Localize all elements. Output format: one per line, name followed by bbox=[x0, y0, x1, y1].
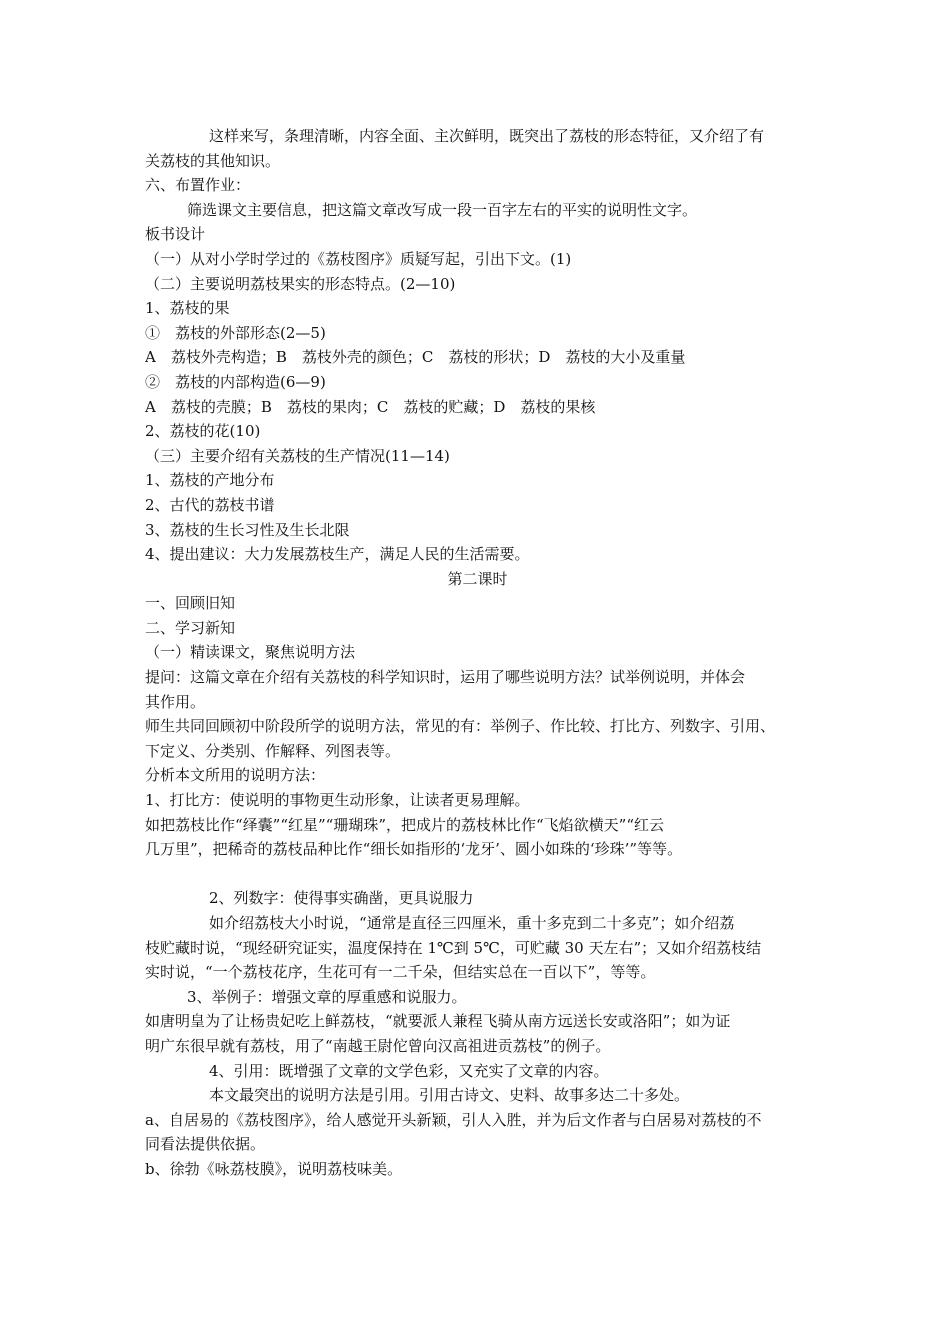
outline-item: A 荔枝外壳构造；B 荔枝外壳的颜色；C 荔枝的形状；D 荔枝的大小及重量 bbox=[145, 348, 686, 367]
paragraph-line: 如把荔枝比作“绎囊”“红星”“珊瑚珠”，把成片的荔枝林比作“飞焰欲横天”“红云 bbox=[145, 815, 665, 834]
outline-item: ② 荔枝的内部构造(6—9) bbox=[145, 372, 326, 391]
lesson-title: 第二课时 bbox=[447, 569, 508, 588]
paragraph-line: 师生共同回顾初中阶段所学的说明方法，常见的有：举例子、作比较、打比方、列数字、引用、 bbox=[145, 717, 776, 736]
blank-line bbox=[145, 862, 810, 887]
outline-item: ① 荔枝的外部形态(2—5) bbox=[145, 323, 326, 342]
section-heading: 一、回顾旧知 bbox=[145, 594, 236, 613]
paragraph-line: b、徐勃《咏荔枝膜》，说明荔枝味美。 bbox=[145, 1159, 403, 1178]
outline-item: 2、古代的荔枝书谱 bbox=[145, 495, 275, 514]
paragraph-line: 这样来写，条理清晰，内容全面、主次鲜明，既突出了荔枝的形态特征，又介绍了有 bbox=[209, 127, 765, 145]
paragraph-line: 实时说，“一个荔枝花序，生花可有一二千朵，但结实总在一百以下”，等等。 bbox=[145, 963, 656, 982]
section-heading: 二、学习新知 bbox=[145, 618, 236, 637]
document-page bbox=[145, 124, 810, 1182]
paragraph-line: 几万里”，把稀奇的荔枝品种比作“细长如指形的‘龙牙’、圆小如珠的‘珍珠’”等等。 bbox=[145, 840, 683, 859]
section-heading: 板书设计 bbox=[145, 225, 206, 244]
outline-item: 1、荔枝的果 bbox=[145, 299, 230, 318]
outline-item: 4、提出建议：大力发展荔枝生产，满足人民的生活需要。 bbox=[145, 545, 530, 564]
paragraph-line: a、自居易的《荔枝图序》，给人感觉开头新颖，引人入胜，并为后文作者与白居易对荔枝的不 bbox=[145, 1110, 762, 1129]
paragraph-line: 2、列数字：使得事实确凿，更具说服力 bbox=[209, 889, 474, 908]
paragraph-line: 同看法提供依据。 bbox=[145, 1135, 266, 1154]
outline-item: （一）从对小学时学过的《荔枝图序》质疑写起，引出下文。(1) bbox=[145, 249, 572, 268]
subsection-heading: （一）精读课文，聚焦说明方法 bbox=[145, 643, 356, 662]
paragraph-line: 下定义、分类别、作解释、列图表等。 bbox=[145, 741, 401, 760]
outline-item: （三）主要介绍有关荔枝的生产情况(11—14) bbox=[145, 446, 450, 465]
paragraph-line: 提问：这篇文章在介绍有关荔枝的科学知识时，运用了哪些说明方法？试举例说明，并体会 bbox=[145, 668, 746, 687]
paragraph-line: 其作用。 bbox=[145, 692, 206, 711]
paragraph-line: 如唐明皇为了让杨贵妃吃上鲜荔枝，“就要派人兼程飞骑从南方远送长安或洛阳”；如为证 bbox=[145, 1012, 731, 1031]
paragraph-line: 明广东很早就有荔枝，用了“南越王尉佗曾向汉高祖进贡荔枝”的例子。 bbox=[145, 1036, 611, 1055]
paragraph-line: 4、引用：既增强了文章的文学色彩，又充实了文章的内容。 bbox=[209, 1061, 609, 1080]
outline-item: A 荔枝的壳膜；B 荔枝的果肉；C 荔枝的贮藏；D 荔枝的果核 bbox=[145, 397, 596, 416]
paragraph-line: 1、打比方：使说明的事物更生动形象，让读者更易理解。 bbox=[145, 791, 530, 810]
paragraph-line: 3、举例子：增强文章的厚重感和说服力。 bbox=[187, 987, 467, 1006]
outline-item: 2、荔枝的花(10) bbox=[145, 422, 261, 441]
outline-item: 1、荔枝的产地分布 bbox=[145, 471, 275, 490]
paragraph-line: 本文最突出的说明方法是引用。引用古诗文、史料、故事多达二十多处。 bbox=[209, 1086, 690, 1105]
outline-item: 3、荔枝的生长习性及生长北限 bbox=[145, 520, 350, 539]
paragraph-line: 如介绍荔枝大小时说，“通常是直径三四厘米，重十多克到二十多克”；如介绍荔 bbox=[209, 914, 735, 932]
paragraph-line: 分析本文所用的说明方法： bbox=[145, 766, 326, 785]
paragraph-line: 关荔枝的其他知识。 bbox=[145, 151, 281, 170]
paragraph-line: 枝贮藏时说，“现经研究证实，温度保持在 1℃到 5℃，可贮藏 30 天左右”；又如介绍荔枝结 bbox=[145, 938, 762, 957]
paragraph-line: 筛选课文主要信息，把这篇文章改写成一段一百字左右的平实的说明性文字。 bbox=[187, 200, 698, 219]
section-heading: 六、布置作业： bbox=[145, 176, 251, 195]
outline-item: （二）主要说明荔枝果实的形态特点。(2—10) bbox=[145, 274, 456, 293]
